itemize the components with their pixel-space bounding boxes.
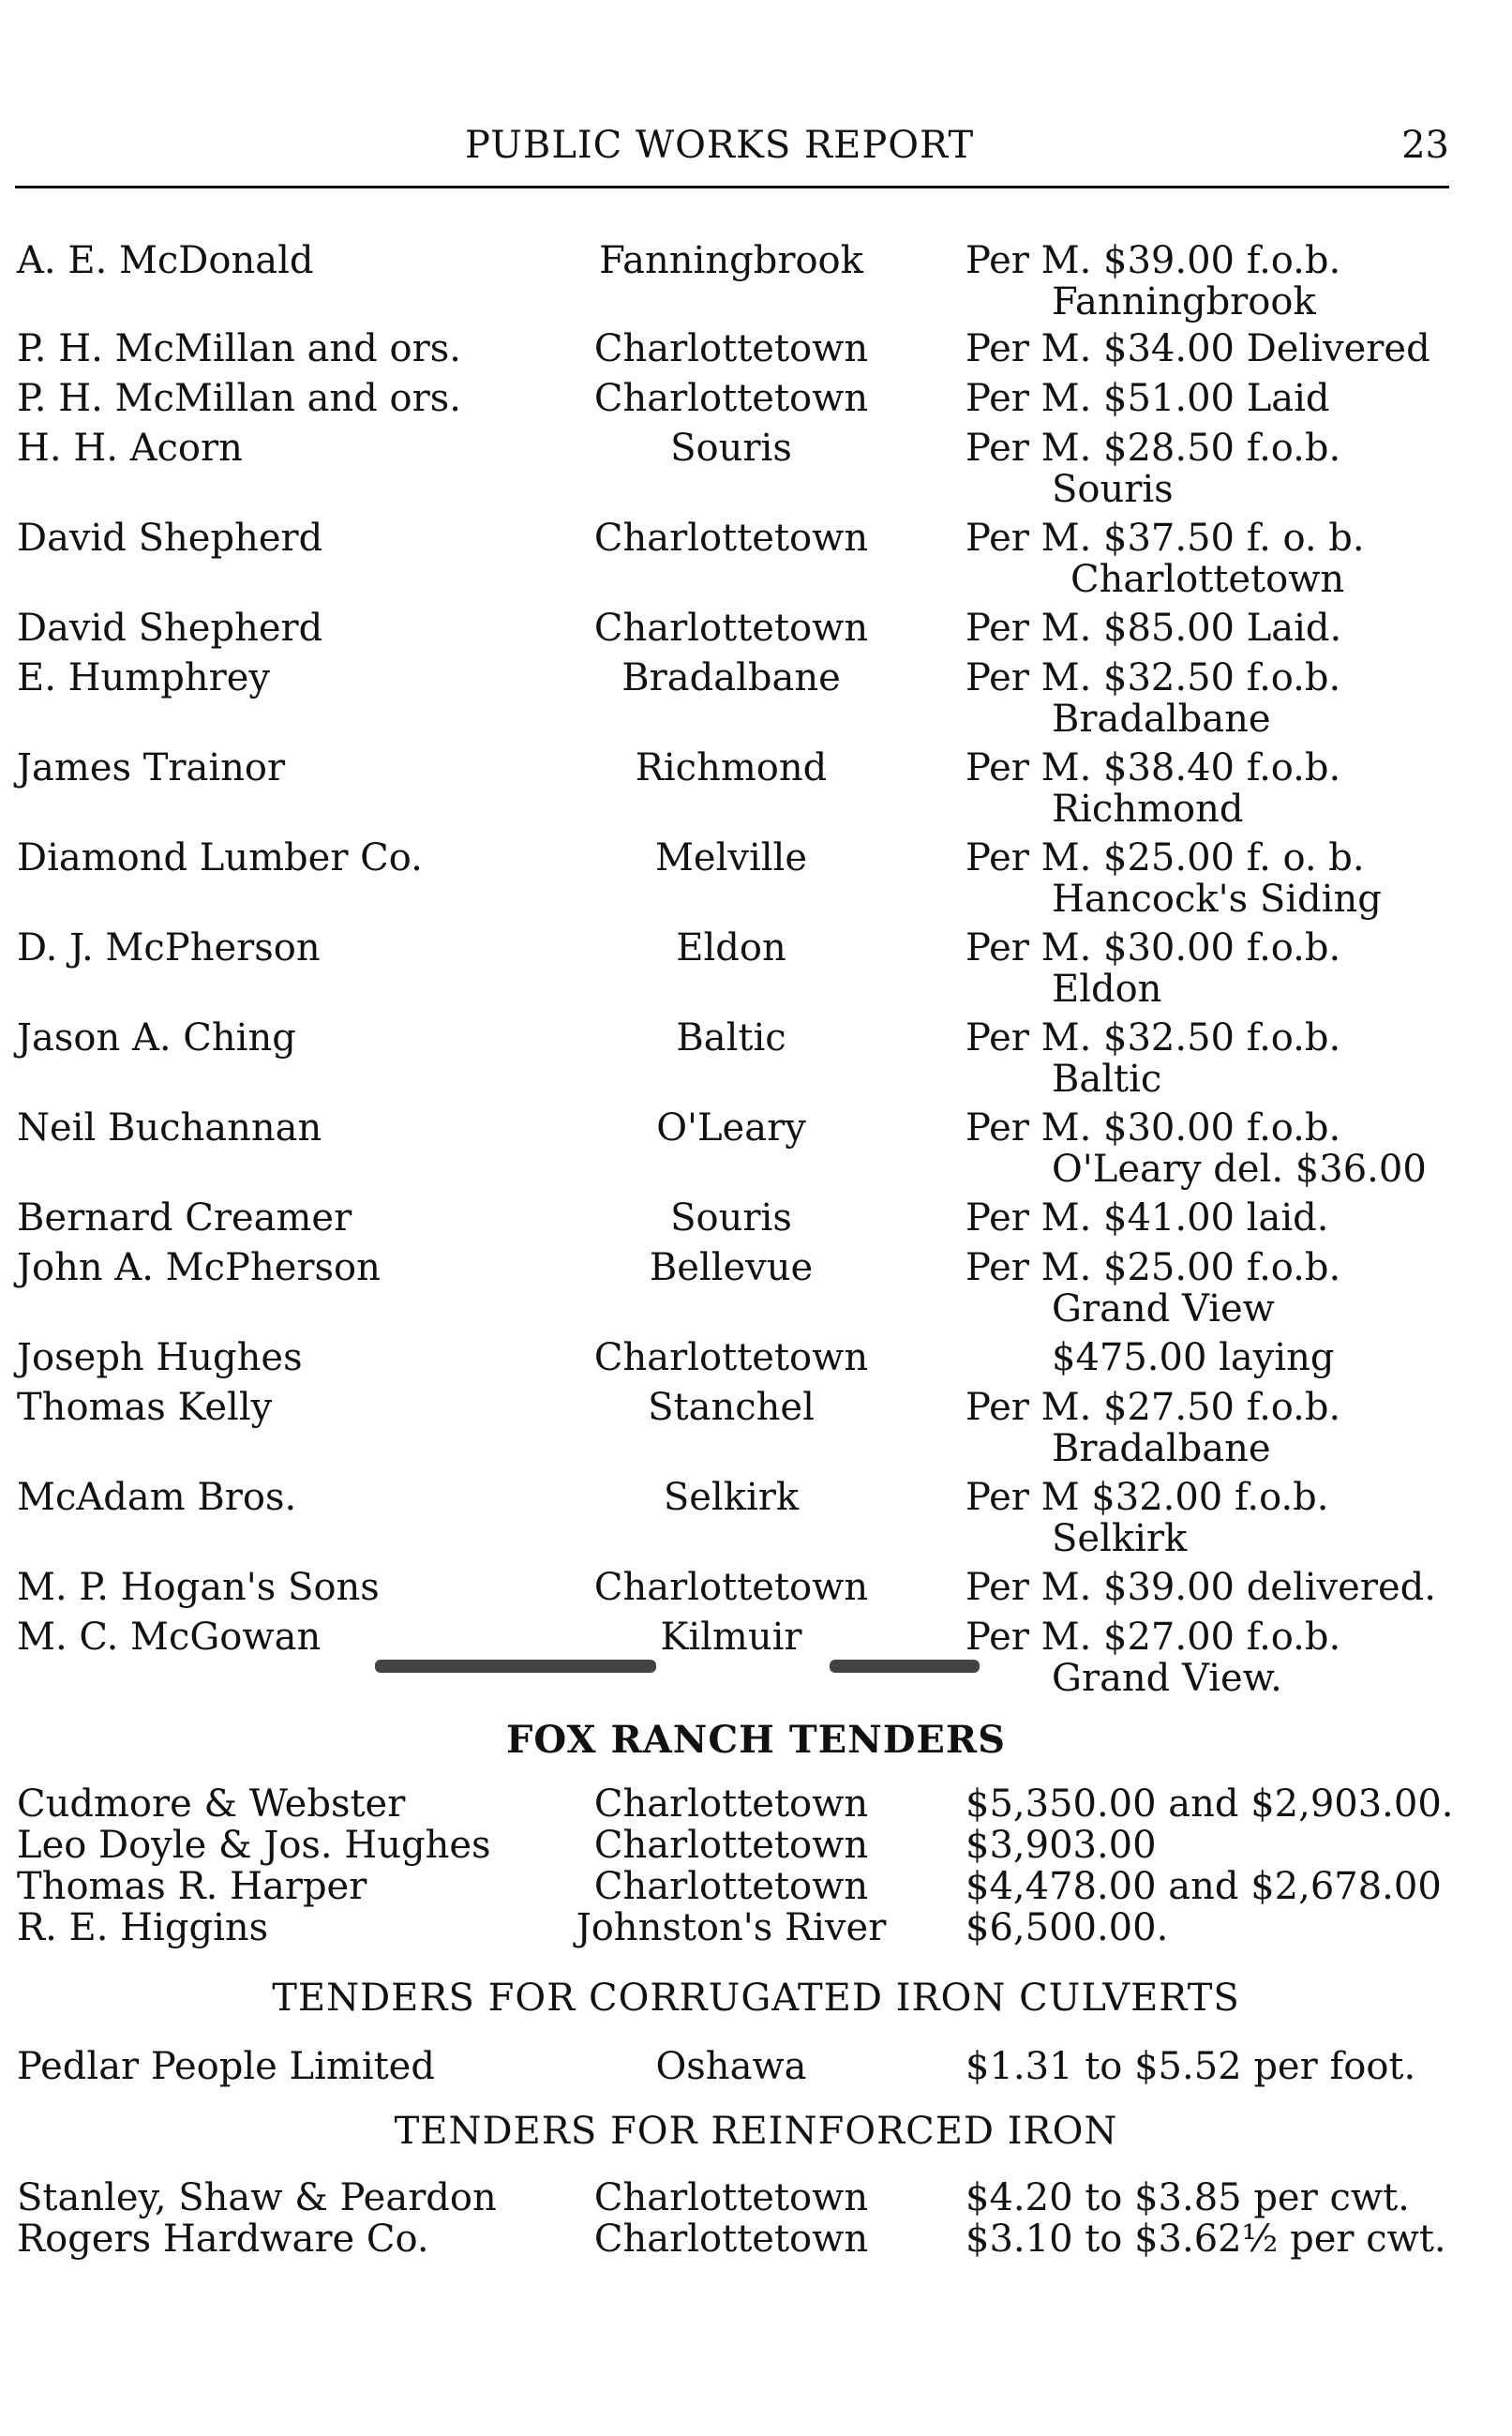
tenderer-place: Charlottetown bbox=[593, 2218, 869, 2261]
tender-price: Per M. $39.00 delivered. bbox=[966, 1566, 1436, 1609]
tenderer-name: Stanley, Shaw & Peardon bbox=[17, 2176, 497, 2219]
tender-price: Per M. $27.50 f.o.b. bbox=[966, 1386, 1341, 1429]
tenderer-name: M. C. McGowan bbox=[17, 1616, 322, 1659]
tenderer-name: Bernard Creamer bbox=[17, 1196, 352, 1240]
tender-price: Per M $32.00 f.o.b. bbox=[966, 1476, 1329, 1519]
tender-price: $6,500.00. bbox=[966, 1906, 1169, 1949]
tenderer-name: E. Humphrey bbox=[17, 656, 270, 699]
tenderer-name: Rogers Hardware Co. bbox=[17, 2218, 429, 2261]
tender-price: Per M. $41.00 laid. bbox=[966, 1196, 1329, 1240]
tenderer-place: Kilmuir bbox=[660, 1616, 802, 1659]
page-title: PUBLIC WORKS REPORT bbox=[465, 124, 975, 167]
tenderer-place: Charlottetown bbox=[593, 1566, 869, 1609]
tenderer-name: Neil Buchannan bbox=[17, 1106, 322, 1150]
tenderer-name: A. E. McDonald bbox=[17, 239, 314, 282]
tenderer-place: Stanchel bbox=[648, 1386, 815, 1429]
tenderer-place: Charlottetown bbox=[593, 1782, 869, 1826]
tender-price: $1.31 to $5.52 per foot. bbox=[966, 2045, 1416, 2088]
tender-price: Per M. $39.00 f.o.b. bbox=[966, 239, 1341, 282]
tender-price-cont: Bradalbane bbox=[1052, 1427, 1271, 1470]
tender-price: Per M. $25.00 f. o. b. bbox=[966, 836, 1365, 880]
tender-price: $4,478.00 and $2,678.00 bbox=[966, 1865, 1442, 1908]
tender-price: $3,903.00 bbox=[966, 1824, 1157, 1867]
tenderer-place: Selkirk bbox=[663, 1476, 800, 1519]
tenderer-place: Charlottetown bbox=[593, 517, 869, 560]
tender-price: Per M. $25.00 f.o.b. bbox=[966, 1246, 1341, 1289]
tender-price-cont: Selkirk bbox=[1052, 1517, 1188, 1560]
tenderer-name: Pedlar People Limited bbox=[17, 2045, 435, 2088]
tenderer-name: P. H. McMillan and ors. bbox=[17, 377, 461, 420]
tender-price: $3.10 to $3.62½ per cwt. bbox=[966, 2218, 1446, 2261]
tender-price-cont: Richmond bbox=[1052, 788, 1244, 831]
tenderer-place: Charlottetown bbox=[593, 327, 869, 370]
tender-price: Per M. $37.50 f. o. b. bbox=[966, 517, 1365, 560]
tenderer-name: R. E. Higgins bbox=[17, 1906, 269, 1949]
tender-price: $4.20 to $3.85 per cwt. bbox=[966, 2176, 1410, 2219]
tenderer-name: D. J. McPherson bbox=[17, 926, 321, 970]
tender-price: Per M. $51.00 Laid bbox=[966, 377, 1330, 420]
tenderer-name: John A. McPherson bbox=[17, 1246, 381, 1289]
tender-price: Per M. $34.00 Delivered bbox=[966, 327, 1430, 370]
tenderer-place: Charlottetown bbox=[593, 1865, 869, 1908]
tenderer-place: Souris bbox=[670, 1196, 792, 1240]
tenderer-name: Joseph Hughes bbox=[17, 1336, 303, 1379]
tender-price: Per M. $28.50 f.o.b. bbox=[966, 427, 1341, 470]
section-heading-culverts: TENDERS FOR CORRUGATED IRON CULVERTS bbox=[272, 1977, 1240, 2020]
ink-smudge bbox=[830, 1660, 980, 1673]
page-number: 23 bbox=[1401, 124, 1449, 167]
tenderer-place: Charlottetown bbox=[593, 1336, 869, 1379]
tenderer-name: David Shepherd bbox=[17, 607, 323, 650]
tender-price-cont: Charlottetown bbox=[1070, 558, 1345, 601]
tenderer-name: Jason A. Ching bbox=[17, 1016, 296, 1060]
section-heading-fox-ranch: FOX RANCH TENDERS bbox=[505, 1718, 1006, 1762]
tender-price: Per M. $38.40 f.o.b. bbox=[966, 746, 1341, 789]
tender-price: Per M. $30.00 f.o.b. bbox=[966, 926, 1341, 970]
tenderer-place: Bradalbane bbox=[621, 656, 841, 699]
tender-price-cont: Hancock's Siding bbox=[1052, 878, 1382, 921]
tenderer-place: Baltic bbox=[676, 1016, 786, 1060]
tender-price-cont: Bradalbane bbox=[1052, 698, 1271, 741]
page-header bbox=[15, 118, 1449, 174]
tender-price-cont: O'Leary del. $36.00 bbox=[1052, 1148, 1427, 1191]
tenderer-name: David Shepherd bbox=[17, 517, 323, 560]
tenderer-name: P. H. McMillan and ors. bbox=[17, 327, 461, 370]
tenderer-place: Charlottetown bbox=[593, 607, 869, 650]
tenderer-name: Thomas R. Harper bbox=[17, 1865, 367, 1908]
ink-smudge bbox=[375, 1660, 656, 1673]
tender-price: $475.00 laying bbox=[1052, 1336, 1335, 1379]
tender-price: Per M. $32.50 f.o.b. bbox=[966, 656, 1341, 699]
tender-price: Per M. $30.00 f.o.b. bbox=[966, 1106, 1341, 1150]
tenderer-name: McAdam Bros. bbox=[17, 1476, 297, 1519]
tenderer-place: Oshawa bbox=[655, 2045, 807, 2088]
tender-price-cont: Souris bbox=[1052, 468, 1174, 511]
tenderer-place: Charlottetown bbox=[593, 2176, 869, 2219]
tender-price: Per M. $27.00 f.o.b. bbox=[966, 1616, 1341, 1659]
tender-price-cont: Fanningbrook bbox=[1052, 280, 1316, 323]
tenderer-name: M. P. Hogan's Sons bbox=[17, 1566, 380, 1609]
tender-price: Per M. $32.50 f.o.b. bbox=[966, 1016, 1341, 1060]
tenderer-name: James Trainor bbox=[17, 746, 286, 789]
tender-price-cont: Grand View. bbox=[1052, 1657, 1282, 1700]
tenderer-name: H. H. Acorn bbox=[17, 427, 243, 470]
tender-price-cont: Baltic bbox=[1052, 1058, 1162, 1101]
tenderer-name: Cudmore & Webster bbox=[17, 1782, 406, 1826]
tenderer-place: Richmond bbox=[635, 746, 828, 789]
tender-price: Per M. $85.00 Laid. bbox=[966, 607, 1342, 650]
tenderer-name: Diamond Lumber Co. bbox=[17, 836, 423, 880]
tender-price-cont: Eldon bbox=[1052, 968, 1162, 1011]
tenderer-place: O'Leary bbox=[656, 1106, 806, 1150]
header-rule bbox=[15, 186, 1449, 188]
tenderer-place: Charlottetown bbox=[593, 377, 869, 420]
tenderer-place: Souris bbox=[670, 427, 792, 470]
tender-price: $5,350.00 and $2,903.00. bbox=[966, 1782, 1454, 1826]
tenderer-name: Thomas Kelly bbox=[17, 1386, 273, 1429]
tenderer-place: Fanningbrook bbox=[599, 239, 863, 282]
tenderer-place: Johnston's River bbox=[576, 1906, 887, 1949]
section-heading-reinforced-iron: TENDERS FOR REINFORCED IRON bbox=[394, 2110, 1118, 2153]
tenderer-name: Leo Doyle & Jos. Hughes bbox=[17, 1824, 491, 1867]
tenderer-place: Charlottetown bbox=[593, 1824, 869, 1867]
tender-price-cont: Grand View bbox=[1052, 1287, 1275, 1331]
tenderer-place: Bellevue bbox=[649, 1246, 814, 1289]
tenderer-place: Eldon bbox=[676, 926, 786, 970]
tenderer-place: Melville bbox=[654, 836, 808, 880]
